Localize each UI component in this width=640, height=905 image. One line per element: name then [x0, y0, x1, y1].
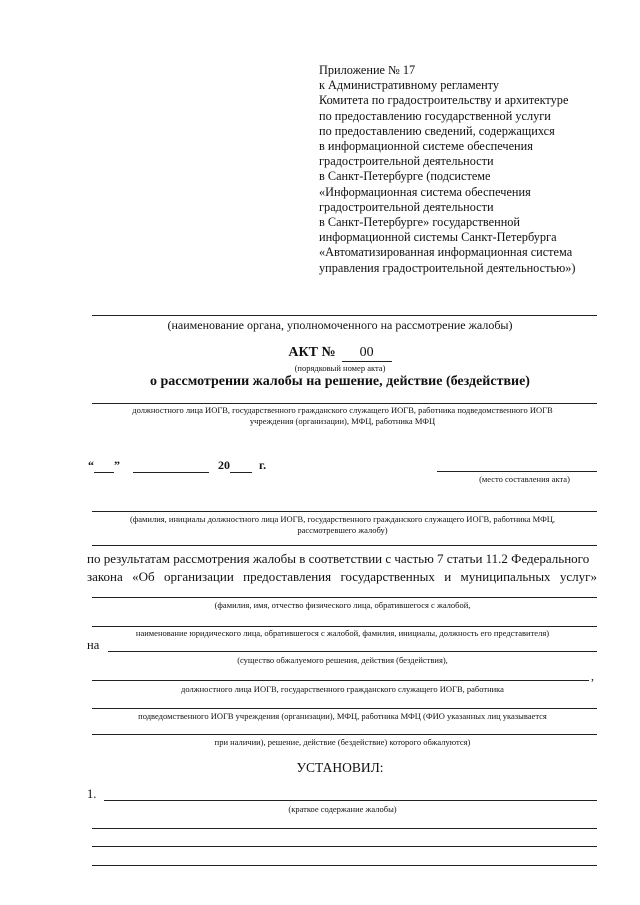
official-caption-2: учреждения (организации), МФЦ, работника МФЦ [249, 416, 436, 426]
act-title [90, 345, 590, 362]
act-subject: о рассмотрении жалобы на решение, действие (бездействие) [150, 374, 530, 389]
appendix-line: к Административному регламенту [319, 78, 500, 93]
official-caption-1: должностного лица ИОГВ, государственного гражданского служащего ИОГВ, работника подведомственного ИОГВ [132, 405, 553, 415]
reviewer-caption-2: рассмотревшего жалобу) [297, 525, 388, 535]
appendix-line: в Санкт-Петербурге (подсистеме [319, 169, 491, 184]
subject-official-field[interactable] [92, 708, 597, 709]
year-suffix: г. [259, 458, 267, 472]
appendix-line: в информационной системе обеспечения [319, 139, 533, 154]
act-number-field[interactable]: 00 [342, 345, 392, 362]
appendix-line: управления градостроительной деятельностью») [319, 260, 576, 275]
organ-caption: (наименование органа, уполномоченного на рассмотрение жалобы) [167, 318, 513, 332]
summary-line-4[interactable] [92, 865, 597, 866]
decision-field[interactable] [108, 651, 597, 652]
place-caption: (место составления акта) [479, 474, 570, 484]
appendix-line: градостроительной деятельности [319, 154, 494, 169]
summary-line-3[interactable] [92, 846, 597, 847]
applicant-caption: (фамилия, имя, отчество физического лица, обратившегося с жалобой, [214, 600, 471, 610]
established-heading: УСТАНОВИЛ: [296, 760, 384, 775]
item-number: 1. [87, 787, 97, 801]
complaint-summary-field[interactable] [104, 800, 597, 801]
appendix-line: «Информационная система обеспечения [319, 184, 531, 199]
official-field[interactable] [92, 403, 597, 404]
place-field[interactable] [437, 471, 597, 472]
applicant-field[interactable] [92, 597, 597, 598]
comma: , [591, 669, 594, 683]
na-label: на [87, 638, 100, 652]
legal-entity-caption: наименование юридического лица, обратившегося с жалобой, фамилия, инициалы, должность его представителя) [135, 628, 550, 638]
reviewer-field-2[interactable] [92, 545, 597, 546]
decision-field-2[interactable] [92, 680, 589, 681]
year-prefix: 20 [218, 458, 230, 472]
subject-official-field-2[interactable] [92, 734, 597, 735]
summary-line-2[interactable] [92, 828, 597, 829]
month-field[interactable] [133, 457, 209, 473]
subject-official-caption-2: подведомственного ИОГВ учреждения (организации), МФЦ, работника МФЦ (ФИО указанных лиц указывается [138, 711, 547, 721]
paragraph-line-2: закона «Об организации предоставления государственных и муниципальных услуг» [87, 569, 597, 584]
appendix-header [319, 63, 619, 276]
appendix-line: информационной системы Санкт-Петербурга [319, 230, 557, 245]
appendix-line: градостроительной деятельности [319, 199, 494, 214]
act-label: АКТ № [288, 345, 336, 360]
subject-official-caption-3: при наличии), решение, действие (бездействие) которого обжалуются) [214, 737, 471, 747]
close-quote: ” [114, 458, 120, 472]
legal-entity-field[interactable] [92, 626, 597, 627]
reviewer-field[interactable] [92, 511, 597, 512]
appendix-line: «Автоматизированная информационная система [319, 245, 573, 260]
paragraph-line-1: по результатам рассмотрения жалобы в соответствии с частью 7 статьи 11.2 Федерального [87, 551, 590, 566]
appendix-line: в Санкт-Петербурге» государственной [319, 215, 521, 230]
subject-official-caption-1: должностного лица ИОГВ, государственного гражданского служащего ИОГВ, работника [181, 684, 504, 694]
day-field[interactable] [94, 457, 114, 473]
organ-name-field[interactable] [92, 315, 597, 316]
appendix-line: Приложение № 17 [319, 63, 416, 77]
date-row [88, 457, 266, 473]
reviewer-caption-1: (фамилия, инициалы должностного лица ИОГВ, государственного гражданского служащего ИОГВ, работника МФЦ, [129, 514, 556, 524]
appendix-line: по предоставлению государственной услуги [319, 108, 551, 123]
decision-caption: (существо обжалуемого решения, действия (бездействия), [237, 655, 448, 665]
act-number-caption: (порядковый номер акта) [294, 363, 386, 373]
summary-caption: (краткое содержание жалобы) [288, 804, 397, 814]
appendix-line: по предоставлению сведений, содержащихся [319, 123, 555, 138]
open-quote: “ [88, 458, 94, 472]
year-field[interactable] [230, 457, 252, 473]
appendix-line: Комитета по градостроительству и архитектуре [319, 93, 569, 108]
review-paragraph [87, 550, 597, 586]
